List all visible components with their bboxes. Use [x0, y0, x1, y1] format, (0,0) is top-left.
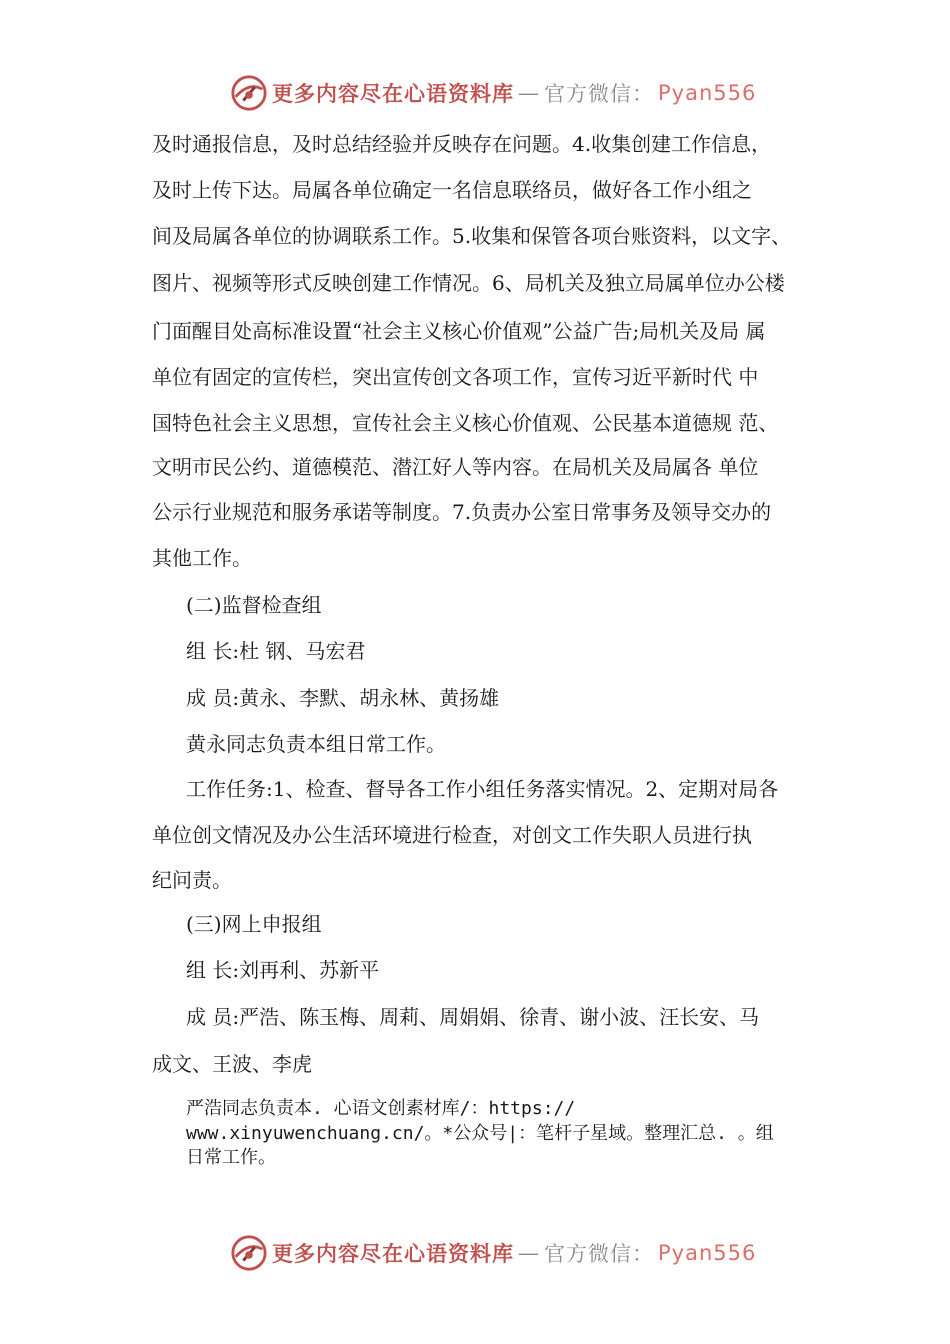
watermark-text-line: 严浩同志负责本. 心语文创素材库/：https://	[186, 1098, 576, 1119]
banner-separator: —	[518, 1241, 540, 1265]
banner-site-text: 更多内容尽在心语资料库	[272, 1241, 514, 1266]
seal-logo-icon	[230, 74, 268, 112]
footer-banner	[230, 1234, 756, 1272]
body-line: 成文、王波、李虎	[152, 1052, 312, 1076]
body-line: 工作任务:1、检查、督导各工作小组任务落实情况。2、定期对局各	[186, 777, 779, 801]
body-line: 单位创文情况及办公生活环境进行检查，对创文工作失职人员进行执	[152, 823, 752, 847]
banner-separator: —	[518, 81, 540, 105]
body-line: 纪问责。	[152, 868, 232, 892]
body-line: 黄永同志负责本组日常工作。	[186, 732, 446, 756]
section-heading: (三)网上申报组	[186, 912, 322, 936]
body-line: 公示行业规范和服务承诺等制度。7.负责办公室日常事务及领导交办的	[152, 500, 772, 524]
banner-wechat-label: 官方微信：	[544, 82, 654, 106]
body-line: 组 长:杜 钢、马宏君	[186, 639, 366, 663]
body-line: 单位有固定的宣传栏，突出宣传创文各项工作，宣传习近平新时代 中	[152, 365, 759, 389]
body-line: 组 长:刘再利、苏新平	[186, 958, 380, 982]
body-line: 国特色社会主义思想，宣传社会主义核心价值观、公民基本道德规 范、	[152, 411, 779, 435]
body-line: 及时通报信息，及时总结经验并反映存在问题。4.收集创建工作信息，	[152, 132, 772, 156]
banner-wechat-id: Pyan556	[658, 81, 757, 105]
watermark-text-line: 日常工作。	[186, 1147, 276, 1168]
body-line: 门面醒目处高标准设置“社会主义核心价值观”公益广告;局机关及局 属	[152, 319, 766, 343]
banner-wechat-label: 官方微信：	[544, 1242, 654, 1266]
body-line: 文明市民公约、道德模范、潜江好人等内容。在局机关及局属各 单位	[152, 455, 759, 479]
body-line: 间及局属各单位的协调联系工作。5.收集和保管各项台账资料，以文字、	[152, 224, 792, 248]
body-line: 及时上传下达。局属各单位确定一名信息联络员，做好各工作小组之	[152, 178, 752, 202]
section-heading: (二)监督检查组	[186, 593, 322, 617]
header-banner	[230, 74, 756, 112]
body-line: 图片、视频等形式反映创建工作情况。6、局机关及独立局属单位办公楼	[152, 271, 785, 295]
banner-wechat-id: Pyan556	[658, 1241, 757, 1265]
banner-site-text: 更多内容尽在心语资料库	[272, 81, 514, 106]
body-line: 其他工作。	[152, 546, 252, 570]
body-line: 成 员:黄永、李默、胡永林、黄扬雄	[186, 686, 500, 710]
body-line: 成 员:严浩、陈玉梅、周莉、周娟娟、徐青、谢小波、汪长安、马	[186, 1005, 760, 1029]
seal-logo-icon	[230, 1234, 268, 1272]
watermark-text-line: www.xinyuwenchuang.cn/。*公众号|：笔杆子星域。整理汇总. 。组	[186, 1123, 774, 1144]
